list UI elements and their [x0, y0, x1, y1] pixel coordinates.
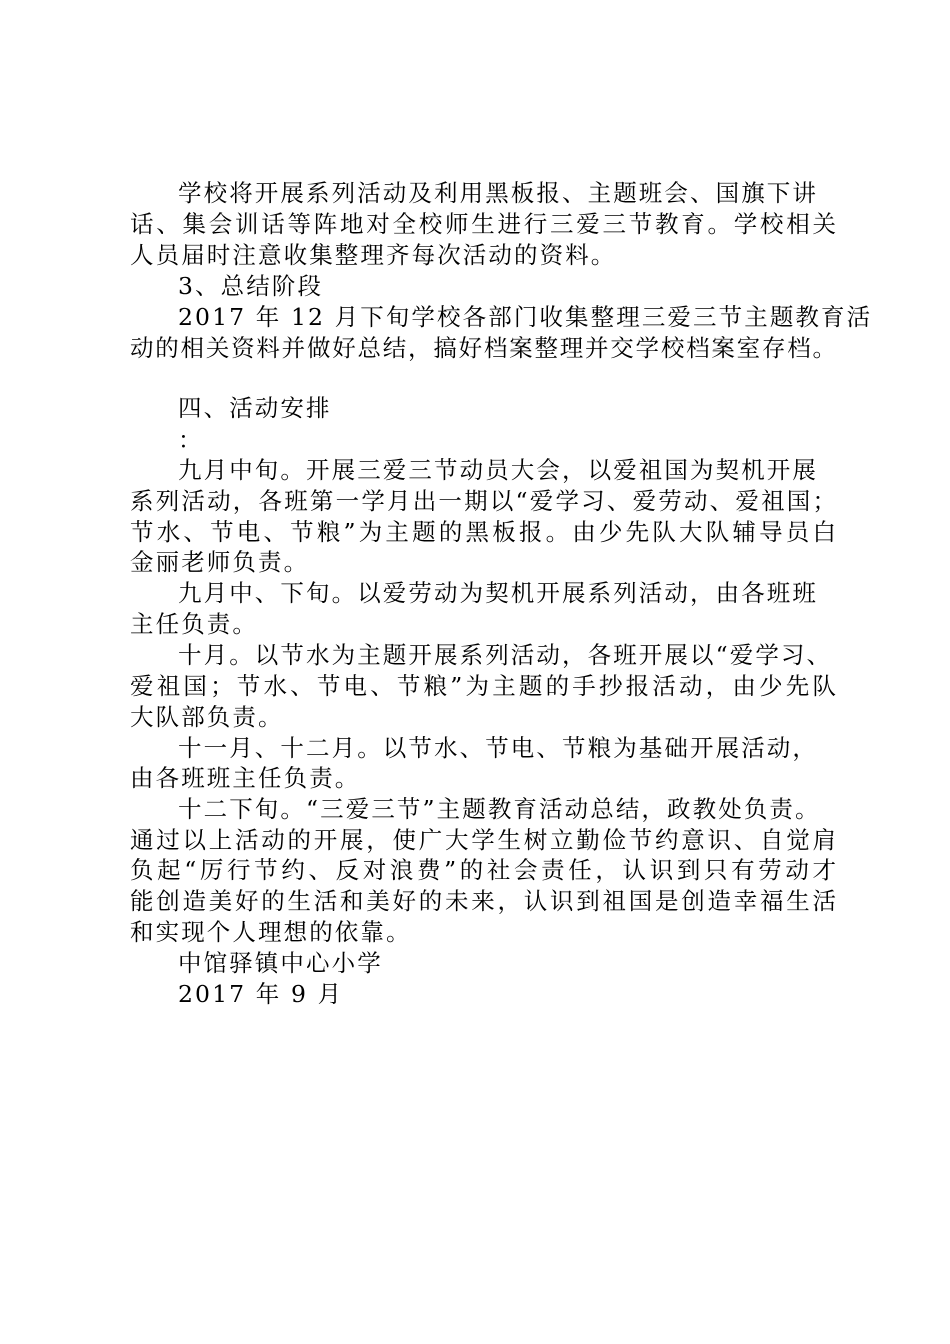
section-heading: 四、活动安排: [178, 394, 332, 422]
signature-date: 2017 年 9 月: [178, 980, 344, 1008]
paragraph-line: 负起“厉行节约、反对浪费”的社会责任，认识到只有劳动才: [130, 856, 836, 884]
signature-organization: 中馆驿镇中心小学: [178, 949, 383, 977]
paragraph-line: 系列活动，各班第一学月出一期以“爱学习、爱劳动、爱祖国；: [130, 487, 836, 515]
paragraph-line: 九月中、下旬。以爱劳动为契机开展系列活动，由各班班: [178, 579, 818, 607]
paragraph-line: 人员届时注意收集整理齐每次活动的资料。: [130, 241, 617, 269]
paragraph-line: 学校将开展系列活动及利用黑板报、主题班会、国旗下讲: [178, 179, 818, 207]
paragraph-line: 2017 年 12 月下旬学校各部门收集整理三爱三节主题教育活: [178, 303, 873, 331]
paragraph-line: 大队部负责。: [130, 703, 284, 731]
colon-line: ：: [178, 426, 204, 454]
paragraph-line: 由各班班主任负责。: [130, 764, 361, 792]
paragraph-line: 节水、节电、节粮”为主题的黑板报。由少先队大队辅导员白: [130, 518, 836, 546]
paragraph-line: 话、集会训话等阵地对全校师生进行三爱三节教育。学校相关: [130, 210, 836, 238]
section-heading: 3、总结阶段: [178, 272, 324, 300]
paragraph-line: 十一月、十二月。以节水、节电、节粮为基础开展活动，: [178, 734, 818, 762]
paragraph-line: 通过以上活动的开展，使广大学生树立勤俭节约意识、自觉肩: [130, 826, 836, 854]
paragraph-line: 能创造美好的生活和美好的未来，认识到祖国是创造幸福生活: [130, 887, 836, 915]
paragraph-line: 九月中旬。开展三爱三节动员大会，以爱祖国为契机开展: [178, 456, 818, 484]
paragraph-line: 主任负责。: [130, 610, 258, 638]
paragraph-line: 和实现个人理想的依靠。: [130, 918, 412, 946]
paragraph-line: 十月。以节水为主题开展系列活动，各班开展以“爱学习、: [178, 641, 833, 669]
paragraph-line: 动的相关资料并做好总结，搞好档案整理并交学校档案室存档。: [130, 334, 836, 362]
paragraph-line: 十二下旬。“三爱三节”主题教育活动总结，政教处负责。: [178, 795, 821, 823]
paragraph-line: 金丽老师负责。: [130, 548, 310, 576]
paragraph-line: 爱祖国；节水、节电、节粮”为主题的手抄报活动，由少先队: [130, 672, 836, 700]
